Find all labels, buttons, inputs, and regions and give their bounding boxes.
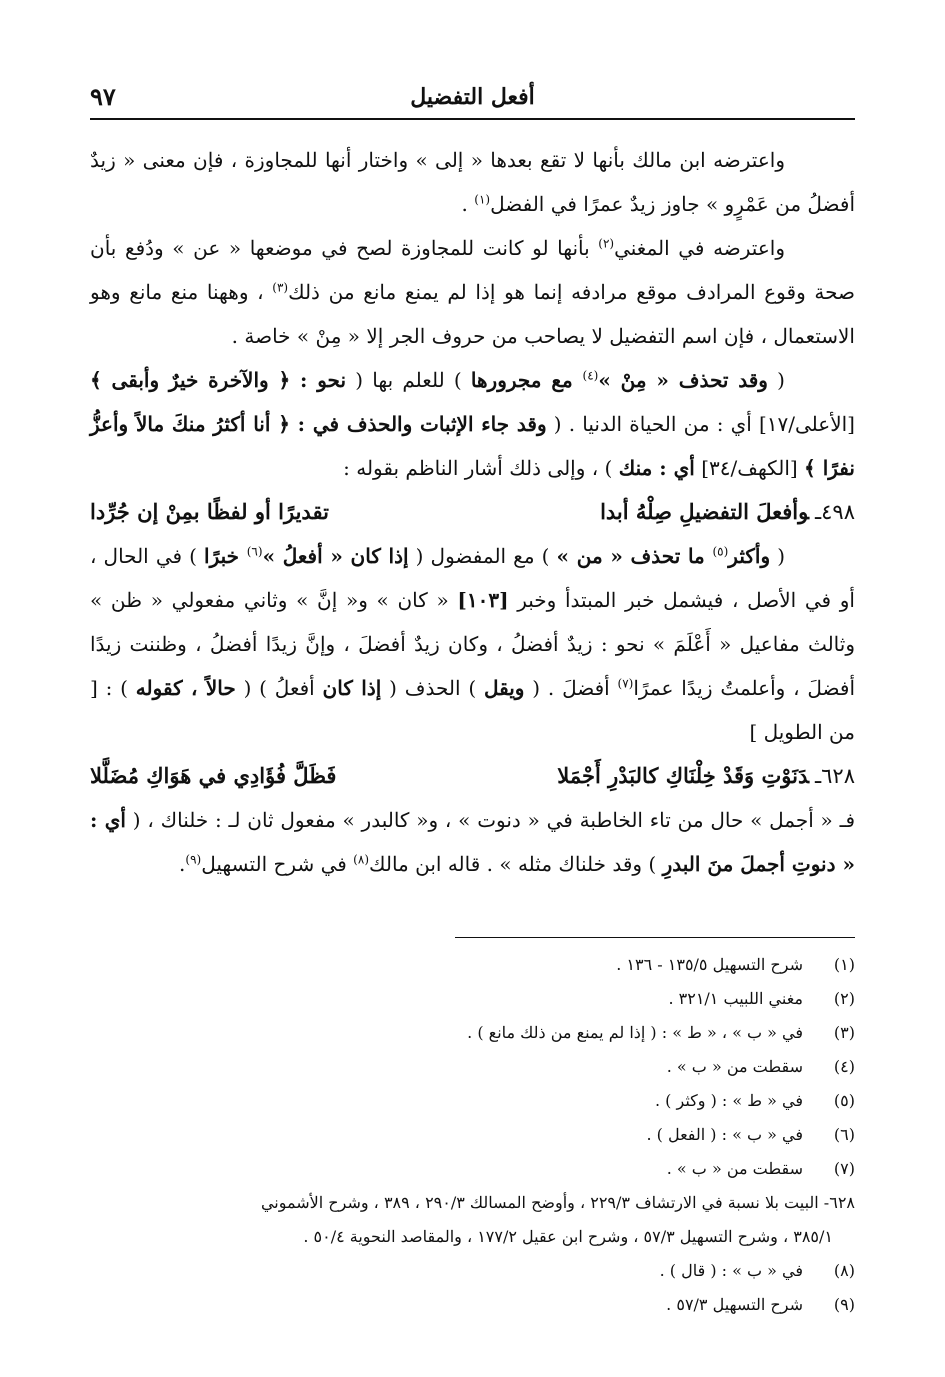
footnote — [90, 1288, 855, 1322]
footnote-ref: (٩) — [185, 852, 202, 867]
verse-first-hemistich — [557, 754, 855, 798]
text-run: ) مع المفضول ( — [408, 544, 557, 568]
matn-text: خبرًا — [204, 544, 247, 568]
verse-number: ٦٢٨ـ — [815, 764, 855, 788]
source-note-line: ٣٨٥/١ ، وشرح التسهيل ٥٧/٣ ، وشرح ابن عقيل ١٧٧/٢ ، والمقاصد النحوية ٥٠/٤ . — [303, 1227, 833, 1246]
footnote-ref: (٣) — [272, 280, 289, 295]
text-run: ) في الحال ، أو في الأصل ، فيشمل خبر المبتدأ وخبر — [90, 544, 855, 612]
verse-628 — [90, 754, 855, 798]
source-note-line: ٦٢٨- البيت بلا نسبة في الارتشاف ٢٢٩/٣ ، وأوضح المسالك ٢٩٠/٣ ، ٣٨٩ ، وشرح الأشموني — [260, 1193, 855, 1212]
footnote-text: مغني اللبيب ٣٢١/١ . — [668, 989, 803, 1008]
text-run: فـ « أجمل » حال من تاء الخاطبة في « دنوت » ، و« كالبدر » مفعول ثان لـ : خلناك ، ( — [126, 808, 856, 832]
footnote-ref: (٢) — [598, 236, 615, 251]
footnote-text: شرح التسهيل ٥٧/٣ . — [666, 1295, 803, 1314]
verse-first-hemistich — [600, 490, 855, 534]
matn-text: ويقل — [483, 676, 525, 700]
matn-text: ما تحذف « من » — [556, 544, 713, 568]
footnote-number: (٩) — [833, 1295, 855, 1314]
footnote — [90, 1152, 855, 1186]
page-number: ٩٧ — [90, 82, 116, 111]
text-run: بأنها لو كانت للمجاوزة لصح في موضعها « عن » ودُفع بأن صحة وقوع المرادف موقع مرادفه إنما هو إذا لم يمنع مانع من ذلك — [90, 236, 855, 304]
text-run: ، وههنا منع مانع وهو الاستعمال ، فإن اسم التفضيل لا يصاحب من حروف الجر إلا « مِنْ » خاصة . — [90, 280, 855, 348]
text-run: . — [461, 192, 475, 216]
footnote — [90, 1050, 855, 1084]
paragraph-3 — [90, 358, 855, 490]
text-run: ) الحذف ( — [381, 676, 484, 700]
matn-text: وأكثر — [728, 544, 771, 568]
verse-498 — [90, 490, 855, 534]
text-run: ) ، وإلى ذلك أشار الناظم بقوله : — [343, 456, 619, 480]
footnote — [90, 1084, 855, 1118]
text-run: أفضلَ . ( — [524, 676, 618, 700]
text-run: أفعلُ ) ( — [235, 676, 323, 700]
footnote-number: (٤) — [833, 1057, 855, 1076]
footnotes — [90, 948, 855, 1322]
footnote-number: (٥) — [833, 1091, 855, 1110]
footnote-number: (٢) — [833, 989, 855, 1008]
text-run: واعترضه ابن مالك بأنها لا تقع بعدها « إلى » واختار أنها للمجاوزة ، فإن معنى « زيدٌ أفضلُ من عَمْرٍو » جاوز زيدٌ عمرًا في الفضل — [90, 148, 855, 216]
hemistich-text: دَنَوْتِ وَقَدْ خِلْنَاكِ كالبَدْرِ أَجْمَلا — [557, 763, 809, 788]
matn-text: إذا كان — [322, 676, 382, 700]
text-run: ) وقد خلناك مثله » . قاله ابن مالك — [369, 852, 663, 876]
text-run: في شرح التسهيل — [201, 852, 354, 876]
paragraph-5 — [90, 798, 855, 886]
footnote-number: (٨) — [833, 1261, 855, 1280]
text-run: ( — [767, 368, 785, 392]
chapter-title: أفعل التفضيل — [410, 84, 535, 110]
footnote-ref: (٦) — [246, 544, 263, 559]
matn-text: حالاً ، كقوله — [135, 676, 236, 700]
footnote-number: (٧) — [833, 1159, 855, 1178]
text-run: ) : [ من الطويل ] — [90, 676, 855, 744]
verse-second-hemistich: تقديرًا أو لفظًا بمِنْ إن جُرِّدا — [90, 499, 329, 524]
matn-text: وقد جاء الإثبات والحذف في : ﴿ أنا أكثرُ منكَ مالاً وأعزُّ نفرًا ﴾ — [90, 412, 855, 480]
paragraph-1 — [90, 138, 855, 226]
footnote-text: في « ب » ، « ط » : ( إذا لم يمنع من ذلك مانع ) . — [467, 1023, 803, 1042]
footnote — [90, 1016, 855, 1050]
footnote-text: في « ب » : ( قال ) . — [659, 1261, 803, 1280]
text-run: « كان » و« إنَّ » وثاني مفعولي « ظن » وثالث مفاعيل « أَعْلَمَ » نحو : زيدٌ أفضلُ ، وكان زيدٌ أفضلَ ، وإنَّ زيدًا أفضلُ ، وظننت زيدًا أفضلَ ، وأعلمتُ زيدًا عمرًا — [90, 588, 856, 700]
footnote-text: في « ب » : ( الفعل ) . — [646, 1125, 803, 1144]
text-run: . — [179, 852, 186, 876]
footnote-ref: (٨) — [353, 852, 369, 867]
running-header — [90, 78, 855, 120]
text-run: واعترضه في المغني — [614, 236, 785, 260]
footnote-ref: (٥) — [712, 544, 729, 559]
matn-text: أي : منك — [618, 456, 695, 480]
main-text — [90, 138, 855, 886]
verse-source-note — [90, 1186, 855, 1254]
footnote-text: شرح التسهيل ١٣٥/٥ - ١٣٦ . — [616, 955, 803, 974]
footnote-ref: (١) — [474, 192, 491, 207]
paragraph-2 — [90, 226, 855, 358]
footnote-number: (٣) — [833, 1023, 855, 1042]
verse-number: ٤٩٨ـ — [815, 500, 855, 524]
footnote-text: سقطت من « ب » . — [666, 1057, 803, 1076]
footnote — [90, 982, 855, 1016]
footnote-text: سقطت من « ب » . — [666, 1159, 803, 1178]
text-run: ) للعلم بها ( — [346, 368, 471, 392]
verse-second-hemistich: فَظَلَّ فُؤَادِي في هَوَاكِ مُضَلَّلا — [90, 763, 337, 788]
footnote — [90, 948, 855, 982]
footnote-ref: (٤) — [582, 368, 599, 383]
paragraph-4 — [90, 534, 855, 754]
matn-text: وقد تحذف « مِنْ » — [598, 368, 768, 392]
footnote-separator — [455, 937, 855, 938]
hemistich-text: وأفعلَ التفضيلِ صِلْهُ أبدا — [600, 499, 809, 524]
matn-text: إذا كان « أفعلُ » — [262, 544, 409, 568]
footnote-ref: (٧) — [617, 676, 634, 691]
matn-text: مع مجرورها — [470, 368, 583, 392]
manuscript-marker: [١٠٣] — [457, 588, 509, 612]
footnote-number: (١) — [833, 955, 855, 974]
text-run: [الأعلى/١٧] أي : من الحياة الدنيا . ( — [546, 412, 855, 436]
footnote — [90, 1254, 855, 1288]
text-run: ( — [770, 544, 786, 568]
footnote-text: في « ط » : ( وكثر ) . — [654, 1091, 803, 1110]
matn-text: أي : « دنوتِ أجملَ منَ البدرِ — [90, 808, 855, 876]
text-run: [الكهف/٣٤] — [694, 456, 805, 480]
matn-text: نحو : ﴿ والآخرة خيرٌ وأبقى ﴾ — [90, 368, 347, 392]
footnote-number: (٦) — [833, 1125, 855, 1144]
footnote — [90, 1118, 855, 1152]
